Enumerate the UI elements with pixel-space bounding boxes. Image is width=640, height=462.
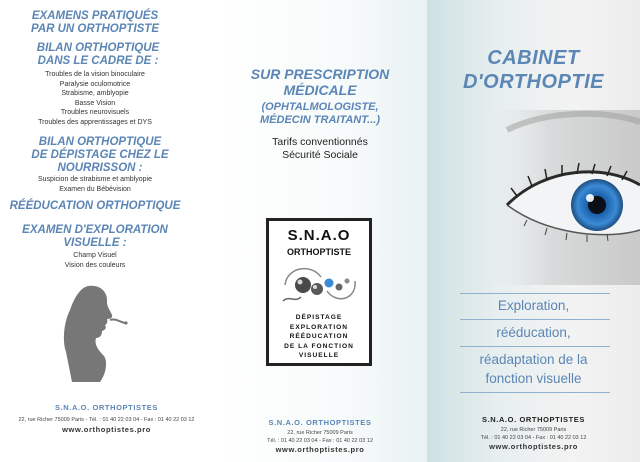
text-tarifs: Tarifs conventionnés (272, 136, 368, 148)
list-item: Examen du Bébévision (59, 185, 131, 193)
profile-silhouette-icon (60, 282, 130, 387)
subtitle-prescripteurs: (OPHTALMOLOGISTE, MÉDECIN TRAITANT...) (260, 101, 380, 126)
logo-title: S.N.A.O (287, 227, 351, 244)
divider (460, 319, 610, 320)
footer-address: 22, rue Richer 75009 Paris (287, 430, 353, 436)
list-item: Strabisme, amblyopie (61, 90, 129, 97)
cover-text-reeducation: rééducation, (496, 325, 571, 340)
footer-panel1 (0, 403, 213, 434)
list-nourrisson (0, 175, 190, 194)
logo-subtitle: ORTHOPTISTE (286, 247, 351, 257)
title-prescription: SUR PRESCRIPTION MÉDICALE (250, 66, 390, 98)
footer-address: 22, rue Richer 75009 Paris (500, 427, 567, 433)
cover-title-line1: CABINET (487, 47, 580, 69)
logo-line: EXPLORATION (289, 323, 349, 331)
list-item: Troubles neurovisuels (60, 109, 130, 116)
footer-phone: Tél. : 01 40 22 03 04 - Fax : 01 40 22 03 12 (267, 438, 373, 444)
logo-services (269, 313, 369, 361)
list-exploration (0, 251, 190, 270)
eyeballs-logo-icon (277, 261, 361, 309)
logo-line: DÉPISTAGE (295, 314, 343, 321)
divider (460, 346, 610, 347)
footer-website: www.orthoptistes.pro (62, 425, 151, 434)
title-examens: EXAMENS PRATIQUÉS PAR UN ORTHOPTISTE (31, 10, 159, 35)
footer-address: 22, rue Richer 75009 Paris - Tél. : 01 40 22 03 04 - Fax : 01 40 22 03 12 (18, 417, 195, 423)
eye-photo-icon (487, 110, 640, 285)
cover-text-readaptation: réadaptation de la (479, 352, 588, 367)
list-bilan (0, 70, 190, 127)
title-exploration: EXAMEN D'EXPLORATION VISUELLE : (22, 224, 168, 249)
list-item: Basse Vision (74, 99, 116, 107)
list-item: Vision des couleurs (64, 261, 126, 269)
panel-exams (0, 0, 213, 462)
logo-line: DE LA FONCTION (284, 342, 354, 350)
list-item: Paralysie oculomotrice (59, 80, 131, 88)
footer-website: www.orthoptistes.pro (489, 442, 578, 451)
divider (460, 392, 610, 393)
panel-cover (427, 0, 640, 462)
snao-logo (266, 218, 372, 366)
logo-line: VISUELLE (298, 352, 340, 359)
cover-text-fonction-visuelle: fonction visuelle (485, 371, 582, 386)
cover-title-line2: D'ORTHOPTIE (462, 71, 604, 93)
list-item: Troubles des apprentissages et DYS (38, 118, 152, 126)
footer-website: www.orthoptistes.pro (275, 445, 365, 454)
cover-text-exploration: Exploration, (497, 298, 570, 313)
footer-phone: Tél. : 01 40 22 03 04 - Fax : 01 40 22 03 12 (480, 435, 587, 441)
footer-name: S.N.A.O. ORTHOPTISTES (54, 403, 159, 412)
footer-panel2 (213, 418, 427, 454)
list-item: Troubles de la vision binoculaire (45, 71, 145, 78)
title-bilan-nourrisson: BILAN ORTHOPTIQUE DE DÉPISTAGE CHEZ LE NOURRISSON : (31, 136, 169, 174)
logo-line: RÉÉDUCATION (289, 333, 349, 340)
footer-panel3 (427, 415, 640, 451)
title-bilan-orthoptique: BILAN ORTHOPTIQUE DANS LE CADRE DE : (36, 42, 160, 67)
list-item: Suspicion de strabisme et amblyopie (37, 176, 152, 183)
footer-name: S.N.A.O. ORTHOPTISTES (268, 418, 372, 427)
panel-prescription (213, 0, 427, 462)
text-securite-sociale: Sécurité Sociale (282, 149, 358, 161)
divider (460, 293, 610, 294)
title-reeducation: RÉÉDUCATION ORTHOPTIQUE (9, 200, 181, 212)
list-item: Champ Visuel (73, 252, 117, 259)
footer-name: S.N.A.O. ORTHOPTISTES (481, 415, 586, 424)
